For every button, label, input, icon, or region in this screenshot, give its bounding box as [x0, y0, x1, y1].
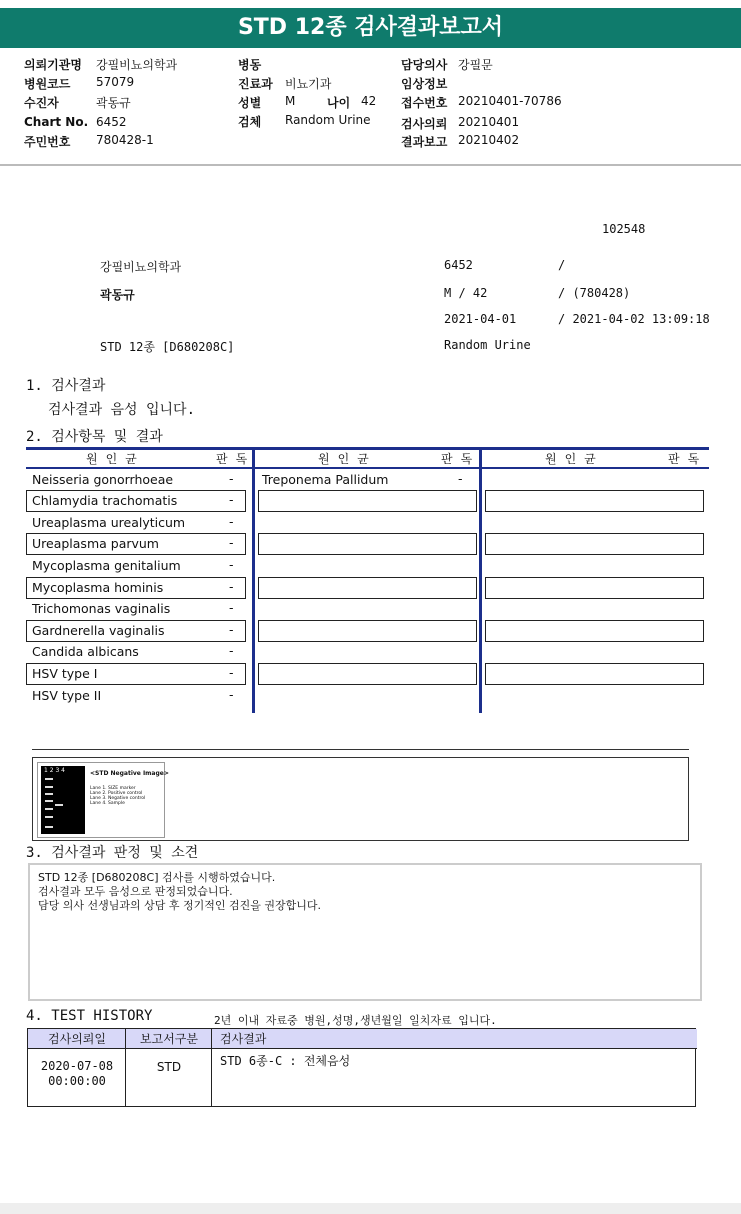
pathogen-name: Neisseria gonorrhoeae [32, 472, 174, 487]
summary-request-date: 2021-04-01 [444, 312, 517, 326]
pathogen-name: Trichomonas vaginalis [32, 601, 171, 616]
comment-line: 담당 의사 선생님과의 상담 후 정기적인 검진을 권장합니다. [38, 899, 321, 912]
patient-value: 곽동규 [96, 96, 131, 110]
pathogen-name: Ureaplasma parvum [32, 536, 159, 551]
table-row [26, 555, 709, 577]
pathogen-name: HSV type I [32, 666, 98, 681]
col-result-header: 판독 [441, 452, 481, 466]
clinical-label: 임상정보 [401, 77, 448, 91]
pathogen-result: - [229, 535, 234, 550]
table-row [26, 598, 709, 620]
history-type: STD [156, 1060, 182, 1074]
request-value: 20210401 [458, 115, 520, 129]
hospital-label: 의뢰기관명 [24, 58, 82, 72]
section1-title: 1. 검사결과 [26, 378, 106, 394]
summary-slash: / [558, 258, 566, 272]
specimen-value: Random Urine [285, 113, 371, 127]
history-col-type: 보고서구분 [126, 1029, 212, 1049]
comment-box [28, 863, 702, 1001]
pathogen-result: - [229, 492, 234, 507]
col-result-header: 판독 [216, 452, 256, 466]
summary-hospital: 강필비뇨의학과 [100, 260, 182, 274]
image-divider [32, 749, 689, 750]
summary-report-datetime: / 2021-04-02 13:09:18 [558, 312, 710, 326]
code-label: 병원코드 [24, 77, 71, 91]
dept-value: 비뇨기과 [285, 77, 332, 91]
pathogen-result: - [229, 643, 234, 658]
gel-image-frame [32, 757, 689, 841]
receipt-value: 20210401-70786 [458, 94, 562, 108]
col-result-header: 판독 [668, 452, 708, 466]
table-row [26, 663, 709, 685]
comment-line: STD 12종 [D680208C] 검사를 시행하였습니다. [38, 871, 276, 884]
pathogen-result: - [229, 471, 234, 486]
pathogen-result: - [229, 622, 234, 637]
pathogen-name: Candida albicans [32, 644, 139, 659]
sex-value: M [285, 94, 296, 108]
gel-band [45, 826, 53, 828]
doctor-value: 강필문 [458, 58, 493, 72]
table-row [26, 533, 709, 555]
pathogen-name: Gardnerella vaginalis [32, 623, 165, 638]
sex-label: 성별 [238, 96, 262, 110]
gel-legend-item: Lane 3. Negative control [90, 796, 146, 801]
gel-lane-numbers: 1 2 3 4 [44, 767, 65, 774]
gel-title: <STD Negative Image> [90, 770, 169, 777]
gel-band [45, 800, 53, 802]
gel-band [45, 786, 53, 788]
report-title: STD 12종 검사결과보고서 [0, 8, 741, 48]
history-note: 2년 이내 자료중 병원,성명,생년월일 일치자료 입니다. [214, 1014, 497, 1027]
pathogen-result: - [458, 471, 463, 486]
gel-legend-item: Lane 4. Sample [90, 801, 125, 806]
gel-photo [41, 766, 85, 834]
summary-test: STD 12종 [D680208C] [100, 340, 235, 354]
col-pathogen-header: 원인균 [545, 452, 604, 466]
row-box [258, 663, 477, 685]
gel-band [45, 778, 53, 780]
specimen-label: 검체 [238, 115, 262, 129]
section3-title: 3. 검사결과 판정 및 소견 [26, 845, 199, 861]
history-col-date: 검사의뢰일 [28, 1029, 126, 1049]
pathogen-name: Mycoplasma hominis [32, 580, 164, 595]
table-row [26, 620, 709, 642]
summary-sex-age: M / 42 [444, 286, 488, 300]
pathogen-name: Treponema Pallidum [262, 472, 389, 487]
report-value: 20210402 [458, 133, 520, 147]
chart-value: 6452 [96, 115, 127, 129]
age-value: 42 [361, 94, 377, 108]
row-box [258, 577, 477, 599]
pathogen-name: Mycoplasma genitalium [32, 558, 181, 573]
request-label: 검사의뢰 [401, 117, 448, 131]
gel-legend-item: Lane 1. SIZE marker [90, 786, 136, 791]
history-result: STD 6종-C : 전체음성 [220, 1054, 351, 1068]
dept-label: 진료과 [238, 77, 273, 91]
receipt-label: 접수번호 [401, 96, 448, 110]
table-row [26, 490, 709, 512]
history-date: 2020-07-08 [40, 1059, 114, 1073]
row-box [485, 577, 704, 599]
pathogen-result: - [229, 514, 234, 529]
gel-image [37, 762, 169, 838]
gel-band [55, 804, 63, 806]
pathogen-result: - [229, 557, 234, 572]
pathogen-result: - [229, 600, 234, 615]
report-label: 결과보고 [401, 135, 448, 149]
gel-band [45, 816, 53, 818]
pathogen-result: - [229, 579, 234, 594]
report-number: 102548 [602, 222, 646, 236]
col-pathogen-header: 원인균 [86, 452, 145, 466]
history-table [27, 1028, 696, 1107]
gel-band [45, 808, 53, 810]
row-box [258, 490, 477, 512]
row-box [258, 620, 477, 642]
patient-label: 수진자 [24, 96, 59, 110]
row-box [485, 490, 704, 512]
code-value: 57079 [96, 75, 135, 89]
ssn-value: 780428-1 [96, 133, 154, 147]
page-footer-bar [0, 1203, 741, 1214]
section4-title: 4. TEST HISTORY [26, 1008, 153, 1024]
table-row [26, 577, 709, 599]
summary-patient: 곽동규 [100, 288, 135, 302]
row-box [258, 533, 477, 555]
history-time: 00:00:00 [48, 1074, 106, 1088]
ward-label: 병동 [238, 58, 262, 72]
history-col-result: 검사결과 [212, 1029, 697, 1049]
table-row [26, 641, 709, 663]
doctor-label: 담당의사 [401, 58, 448, 72]
pathogen-name: Chlamydia trachomatis [32, 493, 178, 508]
table-row [26, 512, 709, 534]
results-table [26, 447, 709, 713]
gel-legend-item: Lane 2. Positive control [90, 791, 143, 796]
summary-specimen: Random Urine [444, 338, 531, 352]
table-row [26, 469, 709, 491]
row-box [485, 620, 704, 642]
report-header [0, 56, 741, 162]
section1-text: 검사결과 음성 입니다. [48, 402, 196, 418]
hospital-value: 강필비뇨의학과 [96, 58, 178, 72]
col-pathogen-header: 원인균 [318, 452, 377, 466]
pathogen-name: Ureaplasma urealyticum [32, 515, 186, 530]
comment-line: 검사결과 모두 음성으로 판정되었습니다. [38, 885, 233, 898]
row-box [485, 533, 704, 555]
chart-label: Chart No. [24, 115, 89, 129]
pathogen-result: - [229, 687, 234, 702]
section2-title: 2. 검사항목 및 결과 [26, 429, 163, 445]
header-divider [0, 164, 741, 166]
row-box [485, 663, 704, 685]
pathogen-name: HSV type II [32, 688, 102, 703]
gel-band [45, 793, 53, 795]
table-row [26, 685, 709, 707]
summary-birth: / (780428) [558, 286, 631, 300]
summary-chart: 6452 [444, 258, 473, 272]
age-label: 나이 [327, 96, 351, 110]
pathogen-result: - [229, 665, 234, 680]
ssn-label: 주민번호 [24, 135, 71, 149]
